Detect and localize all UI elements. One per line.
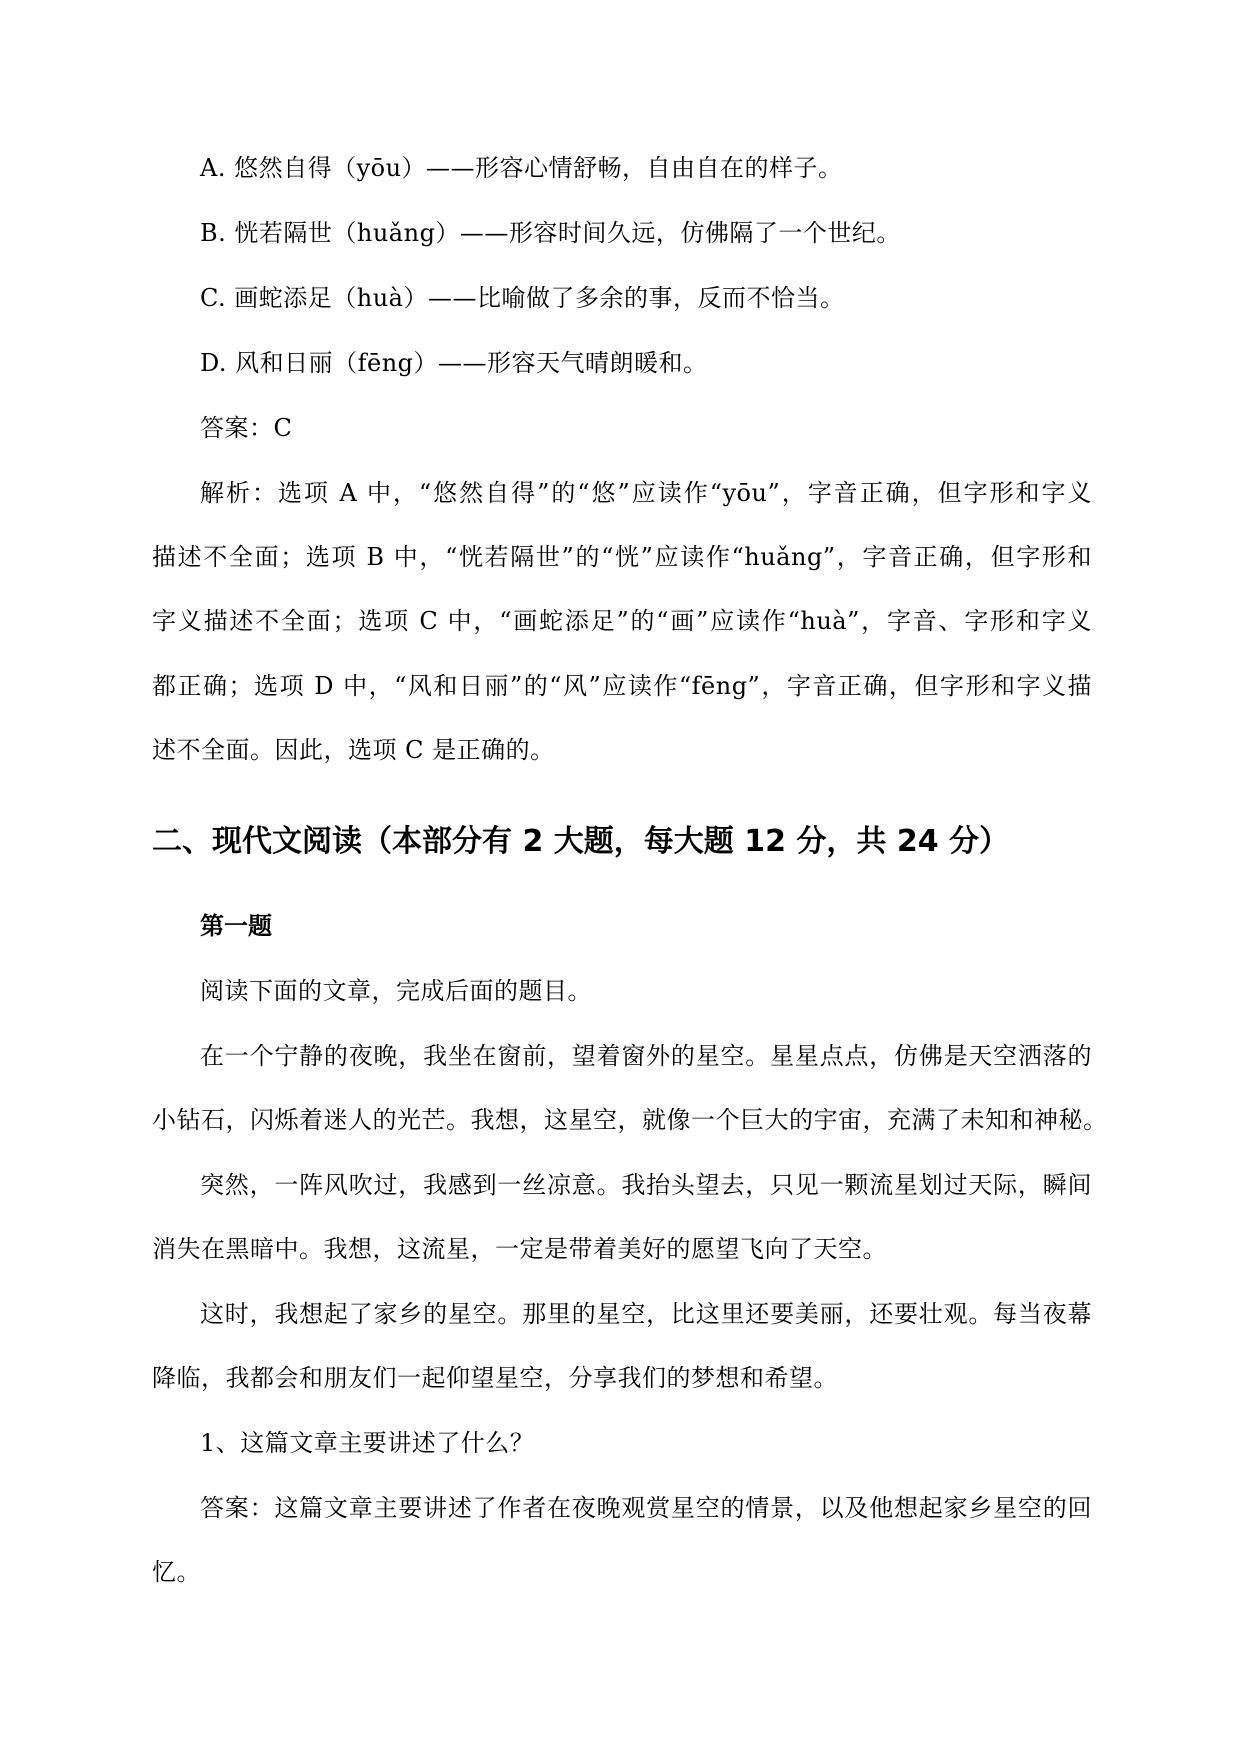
option-c: C. 画蛇添足（huà）——比喻做了多余的事，反而不恰当。	[200, 284, 845, 312]
analysis-line: 解析：选项 A 中，“悠然自得”的“悠”应读作“yōu”，字音正确，但字形和字义	[200, 479, 1092, 507]
option-a: A. 悠然自得（yōu）——形容心情舒畅，自由自在的样子。	[200, 154, 843, 182]
instruction-text: 阅读下面的文章，完成后面的题目。	[200, 977, 592, 1005]
analysis-line: 描述不全面；选项 B 中，“恍若隔世”的“恍”应读作“huǎng”，字音正确，但字形和	[152, 543, 1092, 571]
analysis-line: 述不全面。因此，选项 C 是正确的。	[152, 736, 555, 764]
option-b: B. 恍若隔世（huǎng）——形容时间久远，仿佛隔了一个世纪。	[200, 219, 901, 247]
passage-line: 消失在黑暗中。我想，这流星，一定是带着美好的愿望飞向了天空。	[152, 1235, 887, 1263]
answer-label: 答案：C	[200, 414, 293, 442]
analysis-line: 字义描述不全面；选项 C 中，“画蛇添足”的“画”应读作“huà”，字音、字形和字义	[152, 607, 1092, 635]
passage-line: 突然，一阵风吹过，我感到一丝凉意。我抬头望去，只见一颗流星划过天际，瞬间	[200, 1171, 1092, 1199]
section-heading: 二、现代文阅读（本部分有 2 大题，每大题 12 分，共 24 分）	[152, 824, 1010, 859]
passage-line: 小钻石，闪烁着迷人的光芒。我想，这星空，就像一个巨大的宇宙，充满了未知和神秘。	[152, 1106, 1108, 1134]
question-text: 1、这篇文章主要讲述了什么？	[200, 1429, 535, 1457]
passage-line: 在一个宁静的夜晚，我坐在窗前，望着窗外的星空。星星点点，仿佛是天空洒落的	[200, 1042, 1092, 1070]
passage-line: 降临，我都会和朋友们一起仰望星空，分享我们的梦想和希望。	[152, 1364, 838, 1392]
answer-line: 答案：这篇文章主要讲述了作者在夜晚观赏星空的情景，以及他想起家乡星空的回	[200, 1494, 1092, 1522]
analysis-line: 都正确；选项 D 中，“风和日丽”的“风”应读作“fēng”，字音正确，但字形和字义描	[152, 672, 1092, 700]
answer-line: 忆。	[152, 1558, 201, 1586]
question-title: 第一题	[200, 911, 272, 940]
option-d: D. 风和日丽（fēng）——形容天气晴朗暖和。	[200, 349, 708, 377]
passage-line: 这时，我想起了家乡的星空。那里的星空，比这里还要美丽，还要壮观。每当夜幕	[200, 1300, 1092, 1328]
